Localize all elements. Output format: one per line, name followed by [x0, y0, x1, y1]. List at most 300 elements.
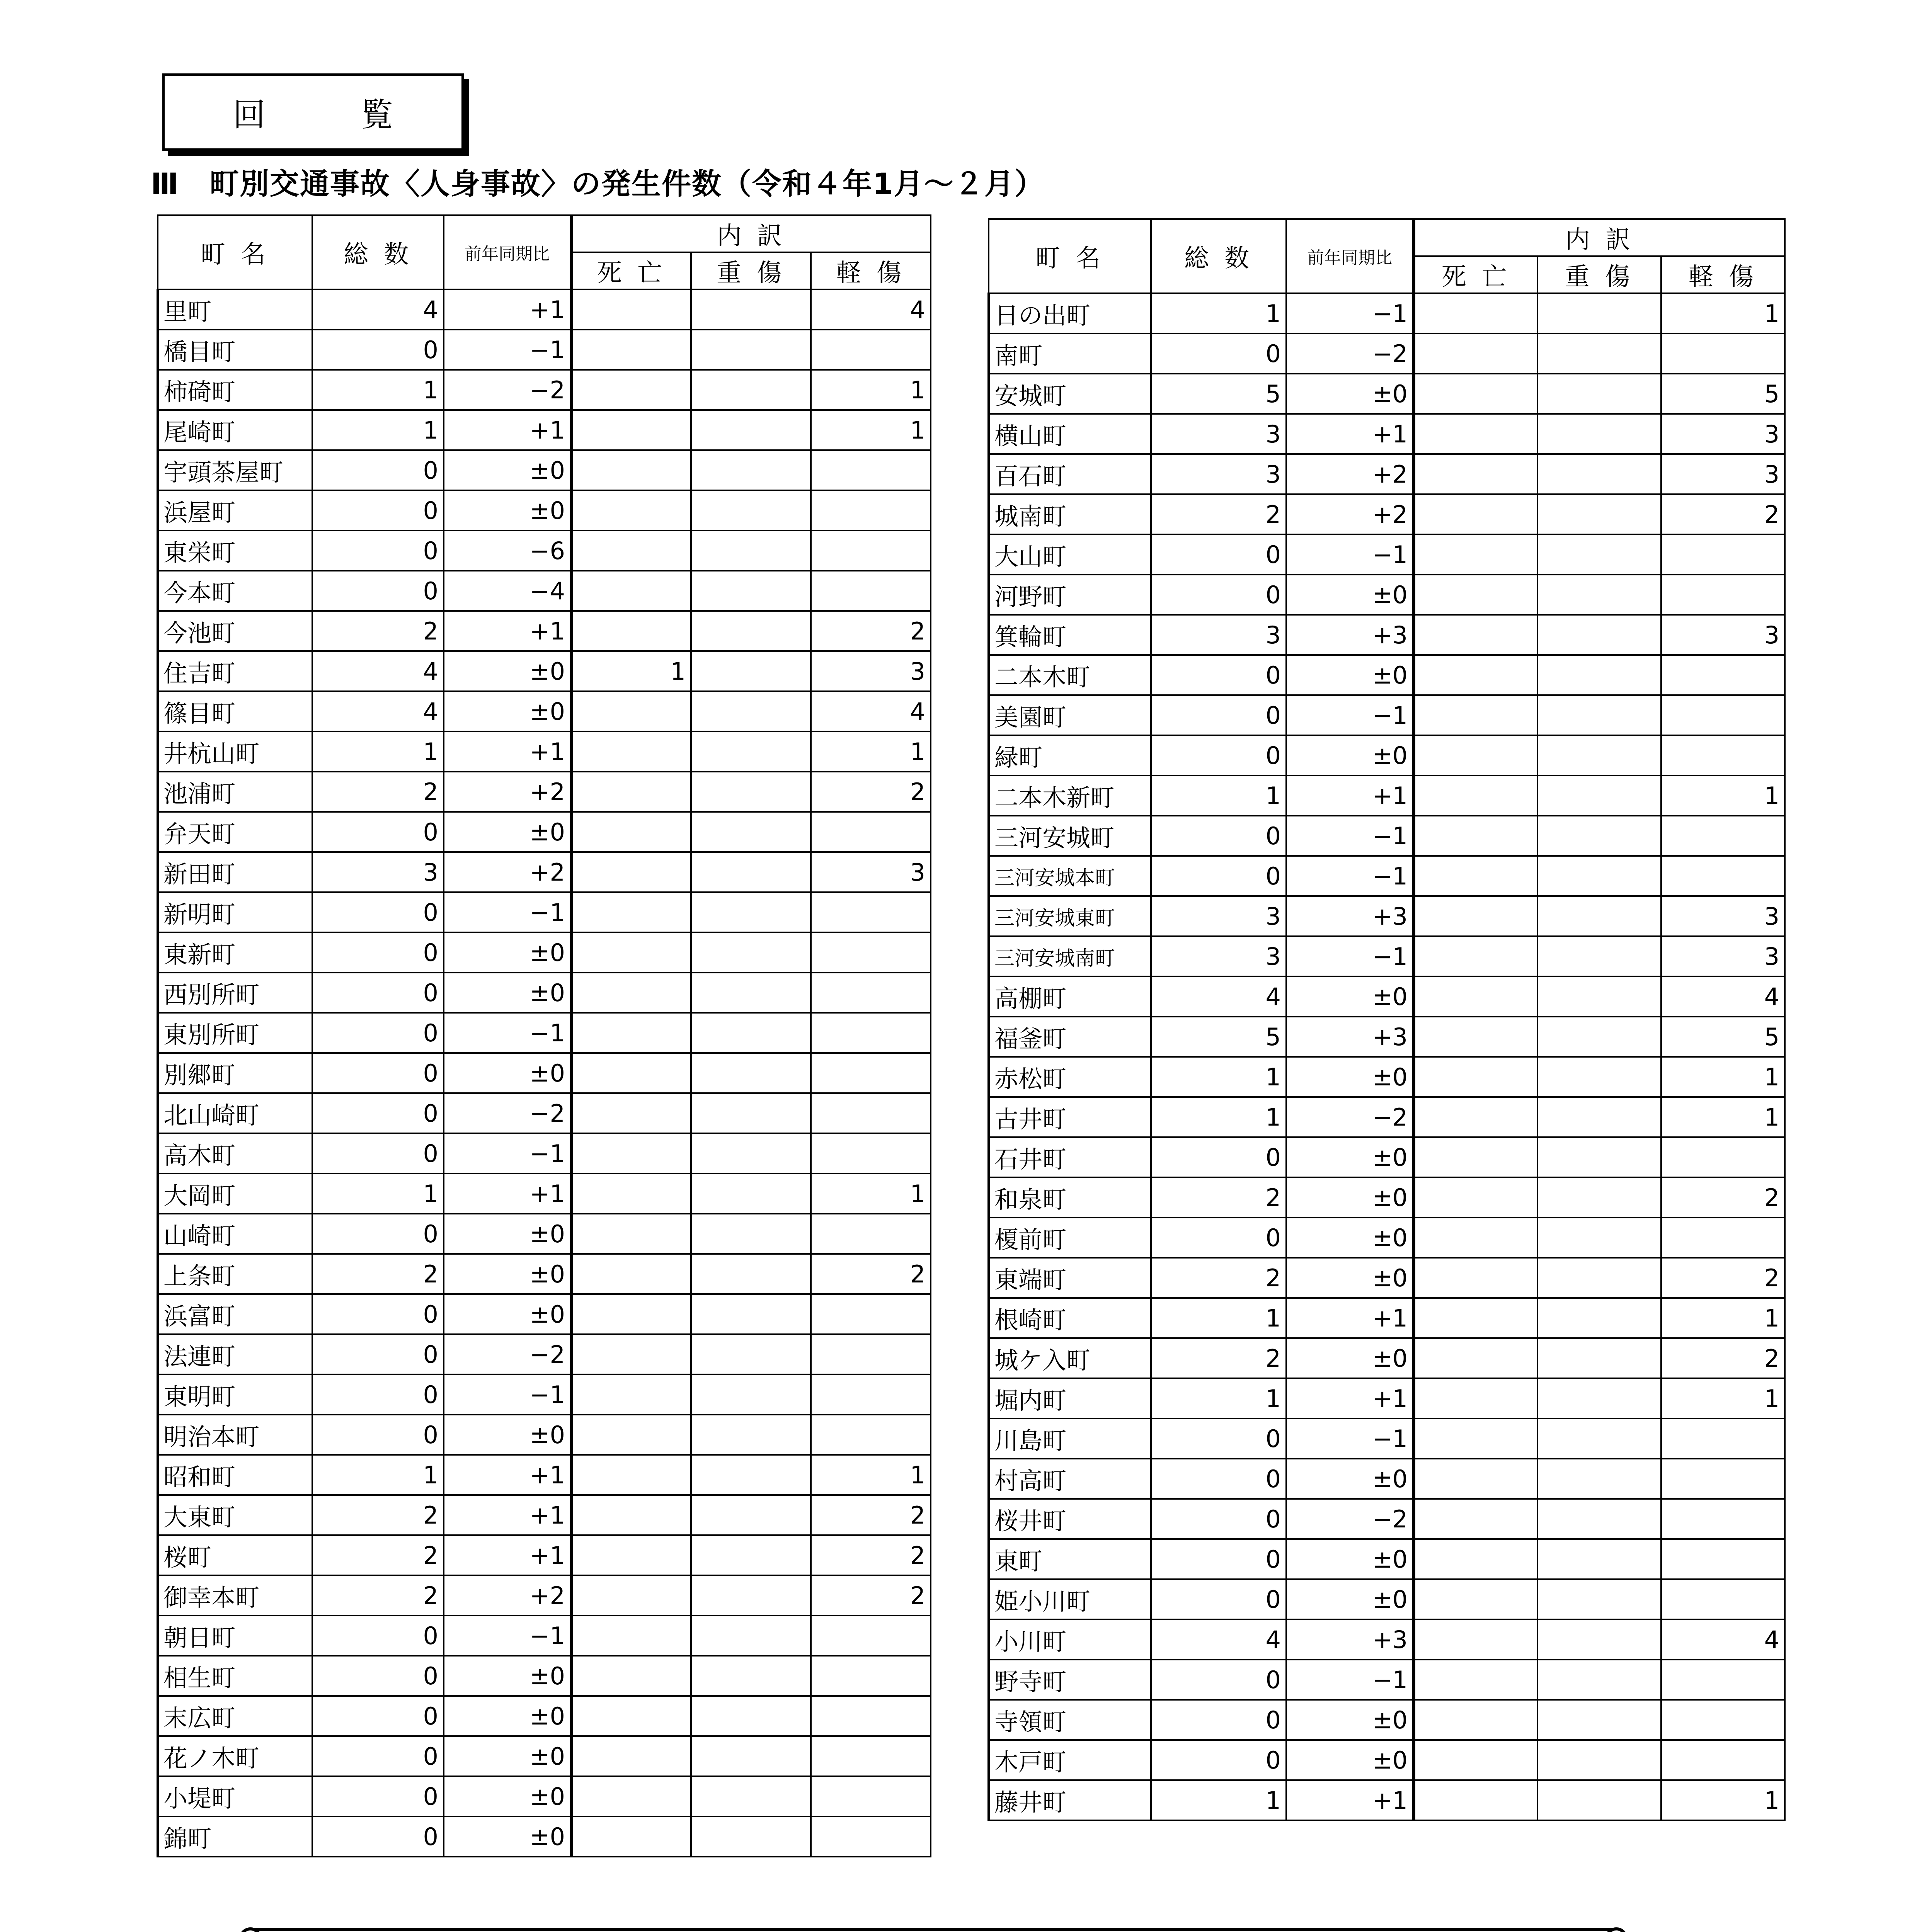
town-name-cell: 小川町 [989, 1619, 1151, 1660]
col-header-breakdown: 内 訳 [571, 215, 931, 252]
town-name-cell: 箕輪町 [989, 615, 1151, 655]
minor-cell [811, 571, 931, 611]
table-row [158, 1495, 931, 1535]
total-cell: 1 [1151, 1378, 1286, 1418]
serious-cell [1537, 776, 1661, 816]
total-cell: 5 [1151, 1017, 1286, 1057]
table-row [989, 1338, 1785, 1378]
total-cell: 1 [312, 731, 444, 772]
table-body-left [158, 289, 931, 1857]
serious-cell [691, 289, 811, 330]
total-cell: 0 [1151, 1539, 1286, 1579]
serious-cell [1537, 414, 1661, 454]
yoy-cell: ±0 [444, 1415, 571, 1455]
serious-cell [691, 1093, 811, 1133]
death-cell [571, 370, 691, 410]
death-cell [571, 932, 691, 973]
serious-cell [691, 1214, 811, 1254]
yoy-cell: ±0 [444, 490, 571, 531]
minor-cell: 3 [1661, 896, 1785, 936]
serious-cell [691, 1575, 811, 1616]
table-row [989, 454, 1785, 494]
death-cell [1414, 1740, 1537, 1780]
minor-cell: 3 [1661, 615, 1785, 655]
table-row [158, 330, 931, 370]
serious-cell [1537, 1619, 1661, 1660]
col-header-name: 町 名 [989, 219, 1151, 293]
serious-cell [1537, 1177, 1661, 1218]
yoy-cell: +1 [1286, 776, 1414, 816]
town-name-cell: 尾崎町 [158, 410, 312, 450]
minor-cell [1661, 534, 1785, 575]
table-row [989, 1539, 1785, 1579]
minor-cell: 4 [811, 691, 931, 731]
table-row [158, 1455, 931, 1495]
total-cell: 0 [312, 812, 444, 852]
minor-cell [811, 812, 931, 852]
serious-cell [691, 1415, 811, 1455]
serious-cell [1537, 333, 1661, 374]
death-cell [571, 1093, 691, 1133]
yoy-cell: −4 [444, 571, 571, 611]
yoy-cell: −1 [444, 330, 571, 370]
yoy-cell: ±0 [1286, 1740, 1414, 1780]
minor-cell [811, 973, 931, 1013]
table-row [989, 1057, 1785, 1097]
death-cell [1414, 896, 1537, 936]
yoy-cell: ±0 [1286, 575, 1414, 615]
minor-cell [1661, 333, 1785, 374]
total-cell: 0 [312, 892, 444, 932]
serious-cell [1537, 695, 1661, 735]
minor-cell [1661, 1218, 1785, 1258]
yoy-cell: −2 [1286, 1499, 1414, 1539]
minor-cell [811, 490, 931, 531]
town-name-cell: 横山町 [989, 414, 1151, 454]
death-cell [1414, 1177, 1537, 1218]
yoy-cell: ±0 [444, 1294, 571, 1334]
serious-cell [691, 370, 811, 410]
death-cell [1414, 1218, 1537, 1258]
total-cell: 2 [312, 1575, 444, 1616]
town-name-cell: 二本木町 [989, 655, 1151, 695]
total-cell: 1 [1151, 1780, 1286, 1820]
serious-cell [691, 812, 811, 852]
minor-cell [811, 450, 931, 490]
table-row [989, 293, 1785, 333]
minor-cell [811, 1696, 931, 1736]
death-cell [571, 691, 691, 731]
serious-cell [1537, 1700, 1661, 1740]
death-cell [1414, 293, 1537, 333]
serious-cell [1537, 1499, 1661, 1539]
yoy-cell: ±0 [444, 450, 571, 490]
town-name-cell: 相生町 [158, 1656, 312, 1696]
yoy-cell: −1 [1286, 534, 1414, 575]
death-cell [1414, 1378, 1537, 1418]
total-cell: 2 [1151, 1177, 1286, 1218]
minor-cell [811, 1374, 931, 1415]
minor-cell [811, 1656, 931, 1696]
total-cell: 3 [1151, 615, 1286, 655]
total-cell: 1 [1151, 1097, 1286, 1137]
serious-cell [691, 1053, 811, 1093]
total-cell: 0 [1151, 816, 1286, 856]
table-row [989, 615, 1785, 655]
minor-cell: 1 [811, 1455, 931, 1495]
yoy-cell: +3 [1286, 896, 1414, 936]
death-cell [571, 1575, 691, 1616]
accident-table-right [987, 218, 1786, 1821]
town-name-cell: 池浦町 [158, 772, 312, 812]
town-name-cell: 昭和町 [158, 1455, 312, 1495]
yoy-cell: −2 [444, 1334, 571, 1374]
town-name-cell: 百石町 [989, 454, 1151, 494]
col-header-minor: 軽 傷 [811, 252, 931, 289]
table-row [158, 772, 931, 812]
yoy-cell: +1 [1286, 1298, 1414, 1338]
total-cell: 2 [1151, 1338, 1286, 1378]
death-cell [571, 1374, 691, 1415]
town-name-cell: 東町 [989, 1539, 1151, 1579]
minor-cell [811, 1415, 931, 1455]
total-cell: 4 [1151, 1619, 1286, 1660]
col-header-breakdown: 内 訳 [1414, 219, 1785, 256]
table-row [158, 1575, 931, 1616]
town-name-cell: 藤井町 [989, 1780, 1151, 1820]
death-cell [571, 1294, 691, 1334]
death-cell [571, 410, 691, 450]
serious-cell [691, 490, 811, 531]
serious-cell [1537, 1057, 1661, 1097]
minor-cell [811, 1736, 931, 1776]
town-name-cell: 日の出町 [989, 293, 1151, 333]
minor-cell [811, 1053, 931, 1093]
serious-cell [1537, 655, 1661, 695]
town-name-cell: 大山町 [989, 534, 1151, 575]
death-cell [1414, 615, 1537, 655]
serious-cell [1537, 1418, 1661, 1459]
town-name-cell: 山崎町 [158, 1214, 312, 1254]
table-row [158, 691, 931, 731]
table-row [989, 1298, 1785, 1338]
town-name-cell: 東明町 [158, 1374, 312, 1415]
town-name-cell: 新田町 [158, 852, 312, 892]
serious-cell [1537, 615, 1661, 655]
table-row [158, 973, 931, 1013]
death-cell [571, 1495, 691, 1535]
minor-cell [811, 1133, 931, 1173]
death-cell [1414, 735, 1537, 776]
serious-cell [691, 1455, 811, 1495]
minor-cell [1661, 1499, 1785, 1539]
minor-cell [811, 1816, 931, 1857]
table-row [989, 776, 1785, 816]
serious-cell [691, 1173, 811, 1214]
table-row [158, 1656, 931, 1696]
town-name-cell: 今池町 [158, 611, 312, 651]
minor-cell [1661, 1740, 1785, 1780]
total-cell: 0 [312, 1776, 444, 1816]
table-row [989, 695, 1785, 735]
yoy-cell: −1 [1286, 936, 1414, 976]
minor-cell: 1 [1661, 1378, 1785, 1418]
serious-cell [691, 852, 811, 892]
minor-cell [1661, 695, 1785, 735]
minor-cell [811, 531, 931, 571]
death-cell [1414, 856, 1537, 896]
serious-cell [1537, 856, 1661, 896]
table-row [989, 333, 1785, 374]
total-cell: 2 [1151, 494, 1286, 534]
total-cell: 0 [1151, 1218, 1286, 1258]
serious-cell [691, 1696, 811, 1736]
minor-cell: 2 [1661, 1177, 1785, 1218]
death-cell [571, 1254, 691, 1294]
serious-cell [1537, 816, 1661, 856]
col-header-name: 町 名 [158, 215, 312, 289]
total-cell: 0 [312, 330, 444, 370]
minor-cell: 1 [1661, 293, 1785, 333]
death-cell [1414, 1619, 1537, 1660]
death-cell [571, 330, 691, 370]
death-cell [1414, 1137, 1537, 1177]
yoy-cell: ±0 [444, 1776, 571, 1816]
serious-cell [1537, 454, 1661, 494]
col-header-death: 死 亡 [571, 252, 691, 289]
town-name-cell: 篠目町 [158, 691, 312, 731]
serious-cell [1537, 1017, 1661, 1057]
table-row [158, 1374, 931, 1415]
serious-cell [1537, 575, 1661, 615]
yoy-cell: ±0 [444, 973, 571, 1013]
minor-cell: 1 [1661, 1780, 1785, 1820]
minor-cell: 4 [811, 289, 931, 330]
total-cell: 0 [312, 1816, 444, 1857]
table-row [158, 571, 931, 611]
total-cell: 2 [312, 1495, 444, 1535]
total-cell: 0 [312, 932, 444, 973]
table-row [158, 1294, 931, 1334]
yoy-cell: ±0 [444, 1214, 571, 1254]
total-cell: 0 [1151, 1137, 1286, 1177]
minor-cell: 3 [1661, 936, 1785, 976]
town-name-cell: 柿碕町 [158, 370, 312, 410]
serious-cell [691, 1495, 811, 1535]
town-name-cell: 三河安城南町 [989, 936, 1151, 976]
minor-cell [1661, 1660, 1785, 1700]
death-cell [1414, 1499, 1537, 1539]
town-name-cell: 赤松町 [989, 1057, 1151, 1097]
minor-cell [1661, 856, 1785, 896]
minor-cell: 4 [1661, 1619, 1785, 1660]
serious-cell [691, 531, 811, 571]
death-cell [1414, 1660, 1537, 1700]
table-row [158, 1696, 931, 1736]
minor-cell: 5 [1661, 374, 1785, 414]
town-name-cell: 花ノ木町 [158, 1736, 312, 1776]
yoy-cell: ±0 [444, 651, 571, 691]
minor-cell [811, 932, 931, 973]
serious-cell [691, 1013, 811, 1053]
table-row [158, 450, 931, 490]
minor-cell: 2 [811, 611, 931, 651]
yoy-cell: +1 [444, 1495, 571, 1535]
town-name-cell: 寺領町 [989, 1700, 1151, 1740]
minor-cell [1661, 1459, 1785, 1499]
table-row [158, 1616, 931, 1656]
yoy-cell: +1 [1286, 414, 1414, 454]
table-row [989, 1780, 1785, 1820]
col-header-total: 総 数 [312, 215, 444, 289]
yoy-cell: ±0 [444, 1696, 571, 1736]
table-row [158, 1093, 931, 1133]
table-row [989, 816, 1785, 856]
total-cell: 0 [312, 1294, 444, 1334]
yoy-cell: ±0 [1286, 976, 1414, 1017]
yoy-cell: ±0 [444, 1816, 571, 1857]
yoy-cell: ±0 [444, 1053, 571, 1093]
total-cell: 4 [1151, 976, 1286, 1017]
town-name-cell: 別郷町 [158, 1053, 312, 1093]
serious-cell [1537, 1378, 1661, 1418]
yoy-cell: ±0 [1286, 735, 1414, 776]
serious-cell [691, 611, 811, 651]
yoy-cell: +1 [444, 611, 571, 651]
col-header-death: 死 亡 [1414, 256, 1537, 293]
serious-cell [1537, 494, 1661, 534]
table-row [989, 1740, 1785, 1780]
total-cell: 0 [1151, 655, 1286, 695]
town-name-cell: 井杭山町 [158, 731, 312, 772]
yoy-cell: ±0 [1286, 1177, 1414, 1218]
minor-cell [811, 330, 931, 370]
death-cell [571, 772, 691, 812]
town-name-cell: 三河安城東町 [989, 896, 1151, 936]
death-cell [571, 1535, 691, 1575]
serious-cell [691, 1776, 811, 1816]
accident-table-left [157, 214, 931, 1857]
total-cell: 0 [312, 1415, 444, 1455]
serious-cell [1537, 1097, 1661, 1137]
table-row [989, 414, 1785, 454]
town-name-cell: 姫小川町 [989, 1579, 1151, 1619]
yoy-cell: −1 [1286, 695, 1414, 735]
total-cell: 1 [1151, 293, 1286, 333]
serious-cell [1537, 374, 1661, 414]
town-name-cell: 東栄町 [158, 531, 312, 571]
serious-cell [691, 571, 811, 611]
death-cell [571, 1214, 691, 1254]
yoy-cell: +1 [444, 1535, 571, 1575]
table-row [158, 1415, 931, 1455]
death-cell [571, 1776, 691, 1816]
minor-cell: 1 [1661, 1298, 1785, 1338]
town-name-cell: 堀内町 [989, 1378, 1151, 1418]
town-name-cell: 錦町 [158, 1816, 312, 1857]
yoy-cell: −1 [444, 892, 571, 932]
death-cell [1414, 1780, 1537, 1820]
death-cell [1414, 976, 1537, 1017]
death-cell [571, 490, 691, 531]
total-cell: 0 [1151, 575, 1286, 615]
total-cell: 0 [312, 1334, 444, 1374]
death-cell [571, 531, 691, 571]
town-name-cell: 末広町 [158, 1696, 312, 1736]
town-name-cell: 東端町 [989, 1258, 1151, 1298]
table-row [989, 1218, 1785, 1258]
yoy-cell: +2 [444, 852, 571, 892]
town-name-cell: 榎前町 [989, 1218, 1151, 1258]
serious-cell [1537, 1137, 1661, 1177]
serious-cell [1537, 1258, 1661, 1298]
col-header-serious: 重 傷 [1537, 256, 1661, 293]
minor-cell: 1 [1661, 1057, 1785, 1097]
death-cell [571, 1053, 691, 1093]
death-cell [1414, 936, 1537, 976]
table-row [158, 1214, 931, 1254]
yoy-cell: −6 [444, 531, 571, 571]
minor-cell [811, 892, 931, 932]
death-cell [1414, 454, 1537, 494]
yoy-cell: −1 [444, 1616, 571, 1656]
section-title: Ⅲ 町別交通事故〈人身事故〉の発生件数（令和４年1月～２月） [151, 167, 1045, 201]
town-name-cell: 東別所町 [158, 1013, 312, 1053]
total-cell: 3 [312, 852, 444, 892]
total-cell: 4 [312, 651, 444, 691]
table-row [989, 575, 1785, 615]
minor-cell: 3 [1661, 414, 1785, 454]
death-cell [571, 1334, 691, 1374]
town-name-cell: 小堤町 [158, 1776, 312, 1816]
serious-cell [1537, 534, 1661, 575]
town-name-cell: 根崎町 [989, 1298, 1151, 1338]
serious-cell [691, 410, 811, 450]
death-cell [571, 1455, 691, 1495]
yoy-cell: +1 [444, 731, 571, 772]
death-cell [1414, 1579, 1537, 1619]
total-cell: 0 [312, 1736, 444, 1776]
town-name-cell: 美園町 [989, 695, 1151, 735]
table-row [989, 1700, 1785, 1740]
table-row [989, 494, 1785, 534]
total-cell: 3 [1151, 414, 1286, 454]
minor-cell: 2 [811, 1495, 931, 1535]
table-row [989, 936, 1785, 976]
minor-cell [1661, 655, 1785, 695]
minor-cell: 2 [811, 1575, 931, 1616]
town-name-cell: 住吉町 [158, 651, 312, 691]
yoy-cell: +3 [1286, 1017, 1414, 1057]
death-cell [1414, 1700, 1537, 1740]
minor-cell [1661, 1700, 1785, 1740]
town-name-cell: 明治本町 [158, 1415, 312, 1455]
serious-cell [691, 973, 811, 1013]
town-name-cell: 今本町 [158, 571, 312, 611]
town-name-cell: 緑町 [989, 735, 1151, 776]
table-row [989, 1258, 1785, 1298]
table-row [158, 1816, 931, 1857]
minor-cell [1661, 575, 1785, 615]
serious-cell [691, 691, 811, 731]
town-name-cell: 浜屋町 [158, 490, 312, 531]
table-row [989, 1418, 1785, 1459]
minor-cell [811, 1093, 931, 1133]
death-cell [1414, 1057, 1537, 1097]
minor-cell: 1 [811, 370, 931, 410]
minor-cell: 2 [811, 1254, 931, 1294]
minor-cell: 1 [1661, 776, 1785, 816]
